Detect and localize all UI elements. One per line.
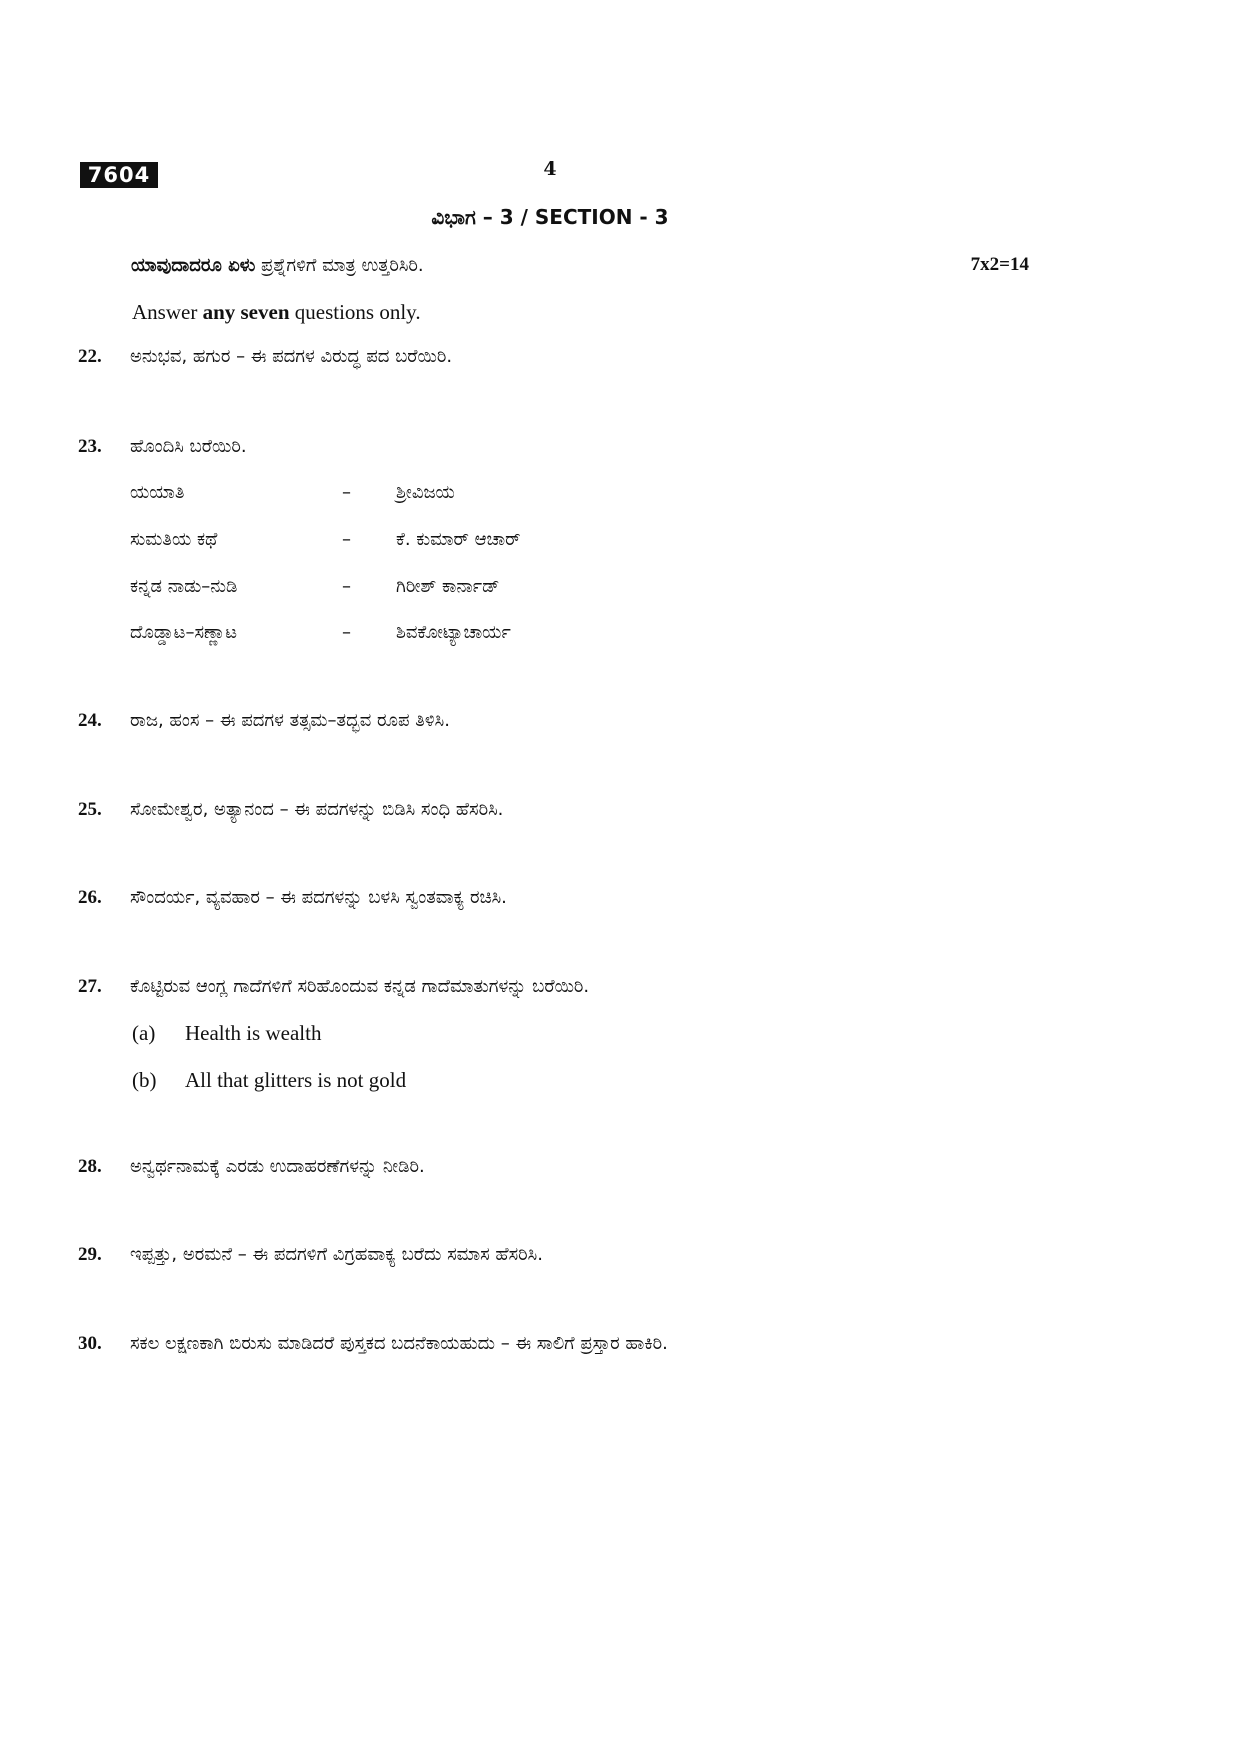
- question-number: 30.: [78, 1333, 102, 1354]
- question-30: [78, 1333, 668, 1355]
- match-dash: –: [342, 482, 351, 503]
- instruction-kannada: [131, 255, 424, 276]
- question-number: 26.: [78, 887, 102, 908]
- question-text: ಅನ್ವರ್ಥನಾಮಕ್ಕೆ ಎರಡು ಉದಾಹರಣೆಗಳನ್ನು ನೀಡಿರಿ.: [130, 1156, 425, 1177]
- proverb-text: Health is wealth: [185, 1021, 322, 1045]
- question-text: ಅನುಭವ, ಹಗುರ – ಈ ಪದಗಳ ವಿರುದ್ಧ ಪದ ಬರೆಯಿರಿ.: [130, 346, 453, 367]
- instruction-english-bold: any seven: [202, 300, 290, 324]
- instruction-kannada-bold: ಯಾವುದಾದರೂ ಏಳು: [131, 255, 256, 276]
- question-text: ಇಪ್ಪತ್ತು, ಅರಮನೆ – ಈ ಪದಗಳಿಗೆ ವಿಗ್ರಹವಾಕ್ಯ ಬರೆದು ಸಮಾಸ ಹೆಸರಿಸಿ.: [130, 1244, 543, 1265]
- question-24: [78, 710, 450, 732]
- instruction-english-post: questions only.: [289, 300, 421, 324]
- question-number: 29.: [78, 1244, 102, 1265]
- marks-allocation: 7x2=14: [970, 254, 1029, 275]
- question-27: [78, 976, 589, 998]
- question-number: 24.: [78, 710, 102, 731]
- proverb-label: (a): [132, 1021, 156, 1045]
- question-text: ಸಕಲ ಲಕ್ಷಣಕಾಗಿ ಬಿರುಸು ಮಾಡಿದರೆ ಪುಸ್ತಕದ ಬದನೆಕಾಯಹುದು – ಈ ಸಾಲಿಗೆ ಪ್ರಸ್ತಾರ ಹಾಕಿರಿ.: [130, 1333, 668, 1354]
- question-text: ಕೊಟ್ಟಿರುವ ಆಂಗ್ಲ ಗಾದೆಗಳಿಗೆ ಸರಿಹೊಂದುವ ಕನ್ನಡ ಗಾದೆಮಾತುಗಳನ್ನು ಬರೆಯಿರಿ.: [130, 976, 590, 997]
- match-dash: –: [342, 529, 351, 550]
- question-25: [78, 799, 503, 821]
- instruction-english-pre: Answer: [132, 300, 203, 324]
- match-dash: –: [342, 576, 351, 597]
- question-23: [78, 436, 247, 458]
- question-number: 28.: [78, 1156, 102, 1177]
- match-left: ಸುಮತಿಯ ಕಥೆ: [130, 529, 218, 550]
- page-number: 4: [543, 158, 557, 180]
- question-text: ರಾಜ, ಹಂಸ – ಈ ಪದಗಳ ತತ್ಸಮ–ತದ್ಭವ ರೂಪ ತಿಳಿಸಿ.: [130, 710, 450, 731]
- question-number: 22.: [78, 346, 102, 367]
- question-29: [78, 1244, 543, 1266]
- question-22: [78, 346, 452, 368]
- match-left: ಕನ್ನಡ ನಾಡು–ನುಡಿ: [130, 576, 238, 597]
- match-right: ಶ್ರೀವಿಜಯ: [396, 482, 455, 503]
- match-left: ದೊಡ್ಡಾಟ–ಸಣ್ಣಾಟ: [130, 622, 238, 643]
- match-right: ಗಿರೀಶ್ ಕಾರ್ನಾಡ್: [396, 576, 500, 597]
- match-right: ಕೆ. ಕುಮಾರ್ ಆಚಾರ್: [396, 529, 521, 550]
- proverb-label: (b): [132, 1068, 157, 1092]
- question-number: 25.: [78, 799, 102, 820]
- question-text: ಸೋಮೇಶ್ವರ, ಅತ್ಯಾನಂದ – ಈ ಪದಗಳನ್ನು ಬಿಡಿಸಿ ಸಂಧಿ ಹೆಸರಿಸಿ.: [130, 799, 504, 820]
- question-text: ಸೌಂದರ್ಯ, ವ್ಯವಹಾರ – ಈ ಪದಗಳನ್ನು ಬಳಸಿ ಸ್ವಂತವಾಕ್ಯ ರಚಿಸಿ.: [130, 887, 507, 908]
- question-number: 23.: [78, 436, 102, 457]
- proverb-text: All that glitters is not gold: [185, 1068, 407, 1092]
- match-right: ಶಿವಕೋಟ್ಯಾಚಾರ್ಯ: [396, 622, 511, 643]
- question-number: 27.: [78, 976, 102, 997]
- match-dash: –: [342, 622, 351, 643]
- match-left: ಯಯಾತಿ: [130, 482, 185, 503]
- section-title: ವಿಭಾಗ – 3 / SECTION - 3: [431, 205, 669, 229]
- question-26: [78, 887, 507, 909]
- paper-code-badge: 7604: [80, 162, 158, 188]
- question-text: ಹೊಂದಿಸಿ ಬರೆಯಿರಿ.: [130, 436, 247, 457]
- instruction-kannada-rest: ಪ್ರಶ್ನೆಗಳಿಗೆ ಮಾತ್ರ ಉತ್ತರಿಸಿರಿ.: [255, 255, 424, 276]
- instruction-english: [132, 300, 421, 325]
- question-28: [78, 1156, 425, 1178]
